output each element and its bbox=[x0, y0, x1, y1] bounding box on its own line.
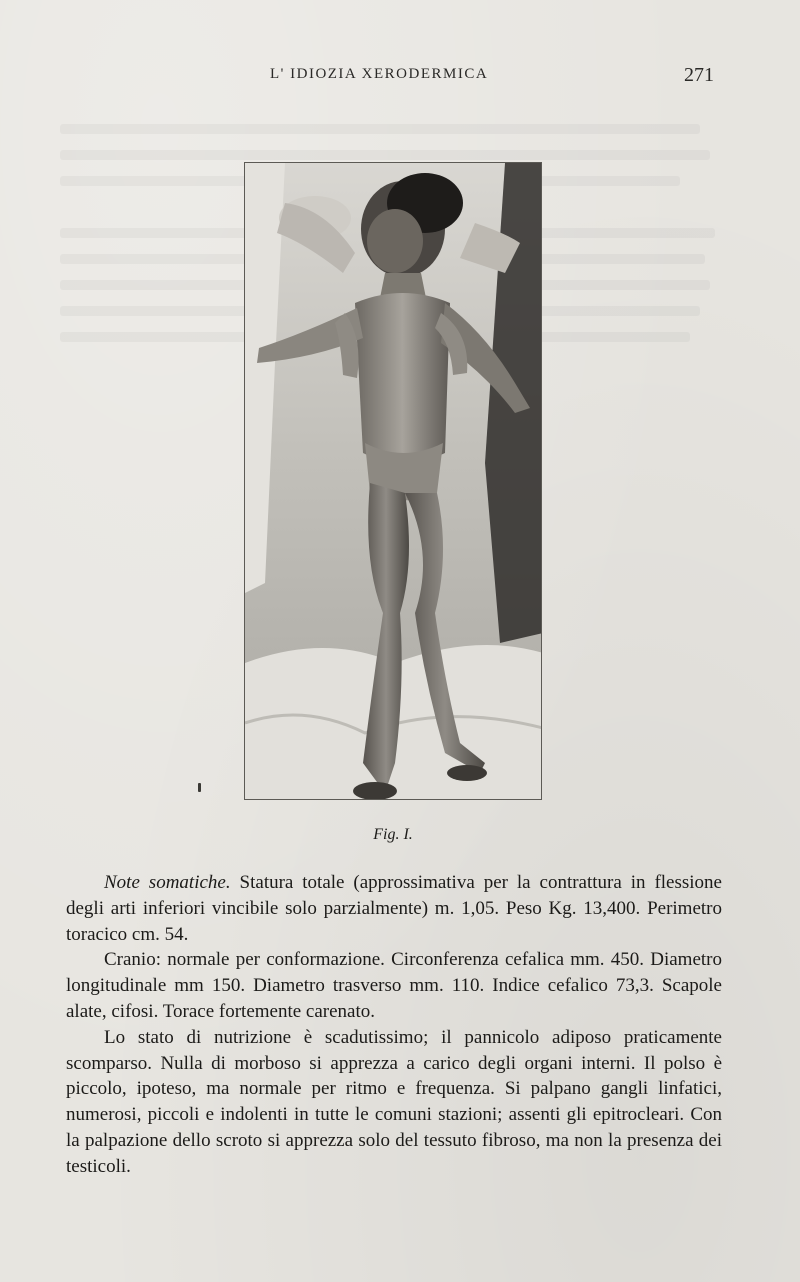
print-speck bbox=[198, 783, 201, 792]
paragraph-text: Statura totale (approssimativa per la contrattura in flessione degli arti inferiori vincibile solo parzialmente) m. 1,05. Peso Kg. 13,400. Perimetro toracico cm. 54. bbox=[66, 872, 722, 945]
page-number: 271 bbox=[684, 64, 714, 86]
paragraph-text: Cranio: normale per conformazione. Circonferenza cefalica mm. 450. Diametro longitudinale mm 150. Diametro trasverso mm. 110. Indice cefalico 73,3. Scapole alate, cifosi. Torace fortemente carenato. bbox=[66, 949, 722, 1022]
paragraph-lead-italic: Note somatiche. bbox=[104, 872, 231, 893]
figure-photograph bbox=[244, 162, 542, 800]
running-title: L' IDIOZIA XERODERMICA bbox=[270, 66, 489, 82]
photograph-illustration bbox=[245, 163, 542, 800]
figure-caption-text: Fig. I. bbox=[373, 826, 413, 843]
bleed-through-line bbox=[60, 150, 720, 151]
paragraph bbox=[66, 1025, 722, 1180]
figure-caption bbox=[0, 826, 800, 844]
running-head bbox=[0, 64, 800, 88]
bleed-through-line bbox=[60, 124, 720, 125]
body-text bbox=[66, 870, 722, 1180]
paragraph-text: Lo stato di nutrizione è scadutissimo; il pannicolo adiposo praticamente scomparso. Nulla di morboso si apprezza a carico degli organi interni. Il polso è piccolo, ipoteso, ma normale per ritmo e frequenza. Si palpano gangli linfatici, numerosi, piccoli e indolenti in tutte le comuni stazioni; assenti gli epitrocleari. Con la palpazione dello scroto si apprezza solo del tessuto fibroso, ma non la presenza dei testicoli. bbox=[66, 1026, 722, 1177]
paragraph bbox=[66, 947, 722, 1024]
paragraph bbox=[66, 870, 722, 947]
